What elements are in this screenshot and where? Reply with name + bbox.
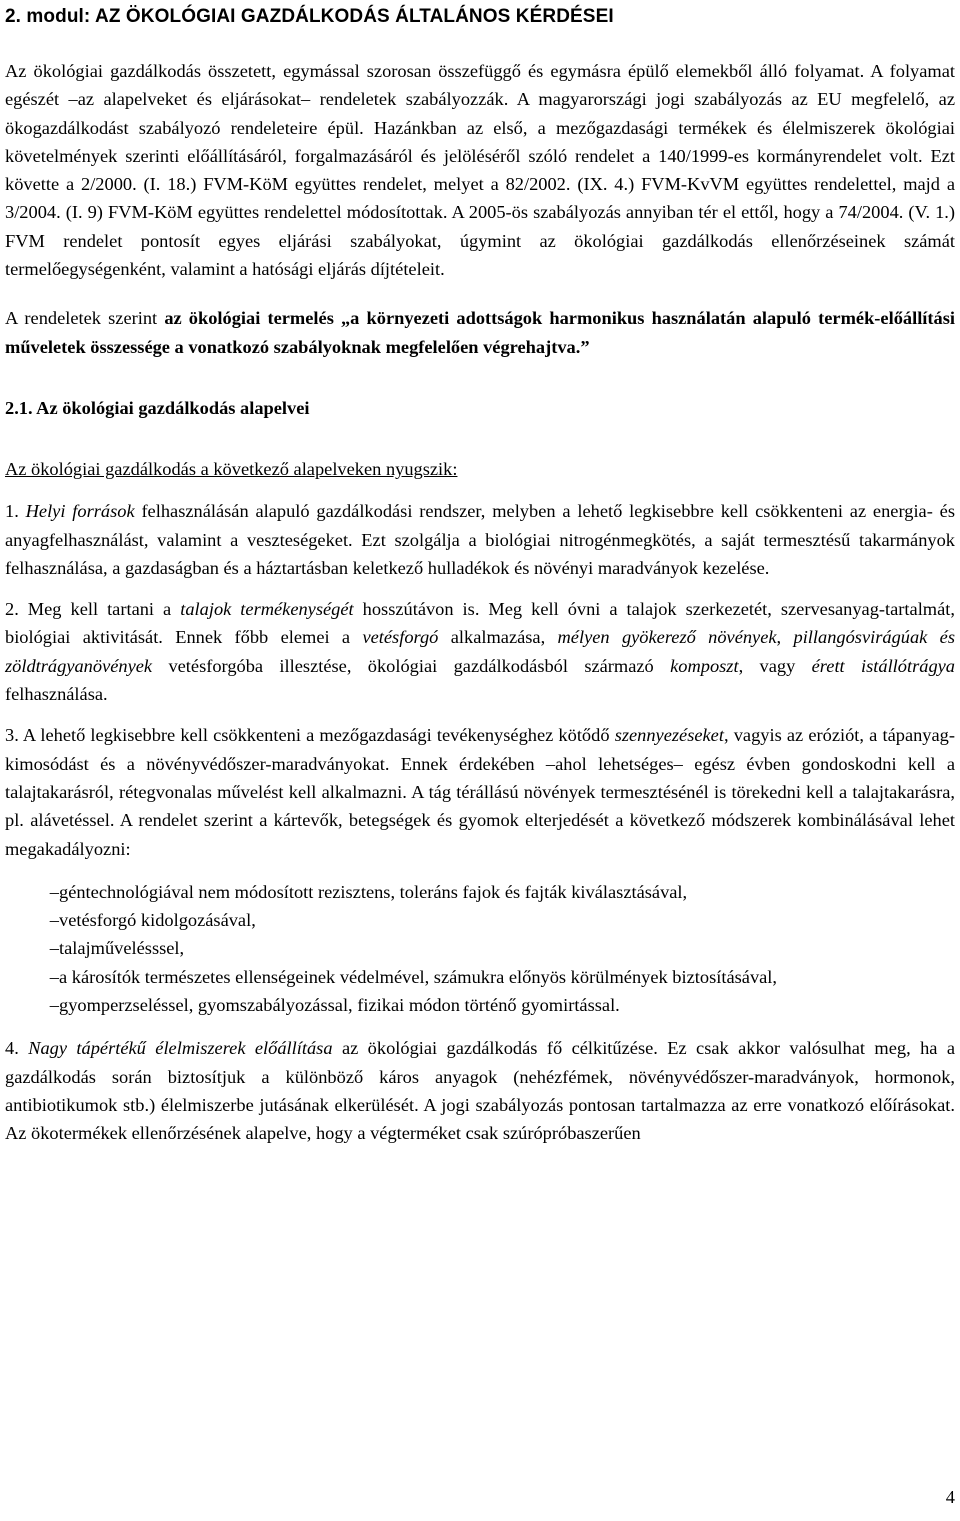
page-number: 4	[945, 1487, 955, 1507]
list-item	[5, 906, 955, 934]
document-page	[5, 0, 955, 1148]
principle-2	[5, 595, 955, 708]
principle-1	[5, 497, 955, 582]
list-item	[5, 934, 955, 962]
p2-text-5: vetésforgóba illesztése, ökológiai gazdálkodásból származó	[168, 655, 654, 676]
list-item-text: géntechnológiával nem módosított rezisztens, toleráns fajok és fajták kiválasztásával,	[59, 881, 688, 902]
dash-mark: –	[49, 881, 59, 902]
definition-paragraph	[5, 304, 955, 361]
p2-text-1: 2. Meg kell tartani a	[5, 599, 172, 620]
list-item	[5, 963, 955, 991]
principle-4-em: Nagy tápértékű élelmiszerek előállítása	[28, 1038, 333, 1059]
list-item-text: vetésforgó kidolgozásával,	[59, 910, 256, 931]
dash-mark: –	[49, 910, 59, 931]
dash-mark: –	[49, 995, 59, 1016]
dash-mark: –	[49, 938, 59, 959]
p2-em-5: komposzt	[670, 655, 739, 676]
p2-em-1: talajok termékenységét	[180, 599, 354, 620]
intro-paragraph: Az ökológiai gazdálkodás összetett, egymással szorosan összefüggő és egymásra épülő elemekből álló folyamat. A folyamat egészét –az alapelveket és eljárásokat– rendeletek szabályozzák. A magyarországi jogi szabályozás az EU megfelelő, az ökogazdálkodást szabályozó rendeleteire épül. Hazánkban az első, a mezőgazdasági termékek és élelmiszerek ökológiai követelmények szerinti előállításáról, forgalmazásáról és jelöléséről szóló rendelet a 140/1999-es kormányrendelet volt. Ezt követte a 2/2000. (I. 18.) FVM-KöM együttes rendelet, melyet a 82/2002. (IX. 4.) FVM-KvVM együttes rendelettel, majd a 3/2004. (I. 9) FVM-KöM együttes rendelettel módosítottak. A 2005-ös szabályozás annyiban tér el ettől, hogy a 74/2004. (V. 1.) FVM rendelet pontosít egyes eljárási szabályokat, úgymint az ökológiai gazdálkodás ellenőrzéseinek számát termelőegységenként, valamint a hatósági eljárás díjtételeit.	[5, 61, 955, 280]
p2-text-4: ,	[776, 627, 782, 648]
p3-text-2: , vagyis az eróziót, a tápanyag-kimosódást és a növényvédőszer-maradványokat. Ennek érdekében –ahol lehetséges– egész évben gondoskodni kell a talajtakarásról, rétegvonalas művelést kell alkalmazni. A tág térállású növények termesztésénél is törekedni kell a talajtakarásra, pl. alávetéssel. A rendelet szerint a kártevők, betegségek és gyomok elterjedését a következő módszerek kombinálásával lehet megakadályozni:	[5, 725, 955, 859]
p2-text-6: , vagy	[738, 655, 796, 676]
list-item-text: talajművelésssel,	[59, 938, 185, 959]
p2-em-3: mélyen gyökerező növények	[557, 627, 777, 648]
principles-lead: Az ökológiai gazdálkodás a következő alapelveken nyugszik:	[5, 458, 458, 479]
module-title: 2. modul: AZ ÖKOLÓGIAI GAZDÁLKODÁS ÁLTALÁNOS KÉRDÉSEI	[5, 6, 614, 27]
list-item-text: a károsítók természetes ellenségeinek védelmével, számukra előnyös körülmények biztosításával,	[59, 966, 778, 987]
p2-em-4: pillangósvirágúak és zöldtrágyanövények	[5, 627, 955, 676]
p2-text-3: alkalmazása,	[450, 627, 546, 648]
principle-3	[5, 721, 955, 862]
list-item	[5, 878, 955, 906]
p2-text-7: felhasználása.	[5, 684, 108, 705]
p3-em-1: szennyezéseket	[614, 725, 724, 746]
principle-1-text: felhasználásán alapuló gazdálkodási rendszer, melyben a lehető legkisebbre kell csökkenteni az energia- és anyagfelhasználást, valamint a veszteségeket. Ezt szolgálja a biológiai nitrogénmegkötés, a saját termesztésű takarmányok felhasználása, a gazdaságban és a háztartásban keletkező hulladékok és növényi maradványok kezelése.	[5, 501, 955, 578]
list-item-text: gyomperzseléssel, gyomszabályozással, fizikai módon történő gyomirtással.	[59, 995, 620, 1016]
dash-mark: –	[49, 966, 59, 987]
methods-list	[5, 878, 955, 1019]
section-title: 2.1. Az ökológiai gazdálkodás alapelvei	[5, 397, 310, 418]
p2-em-2: vetésforgó	[362, 627, 439, 648]
principle-1-number: 1.	[5, 501, 19, 522]
p2-em-6: érett istállótrágya	[811, 655, 956, 676]
p2-text-2: hosszútávon is. Meg kell óvni a talajok szerkezetét, szervesanyag-tartalmát, biológiai aktivitását. Ennek főbb elemei a	[5, 599, 955, 648]
definition-prefix: A rendeletek szerint	[5, 308, 158, 329]
p3-text-1: 3. A lehető legkisebbre kell csökkenteni a mezőgazdasági tevékenységhez kötődő	[5, 725, 610, 746]
principle-4	[5, 1034, 955, 1147]
principle-1-em: Helyi források	[25, 501, 135, 522]
principle-4-text: az ökológiai gazdálkodás fő célkitűzése. Ez csak akkor valósulhat meg, ha a gazdálkodás során biztosítjuk a különböző káros anyagok (nehézfémek, növényvédőszer-maradványok, hormonok, antibiotikumok stb.) élelmiszerbe jutásának elkerülését. A jogi szabályozás pontosan tartalmazza az erre vonatkozó előírásokat. Az ökotermékek ellenőrzésének alapelve, hogy a végterméket csak szúrópróbaszerűen	[5, 1038, 955, 1144]
list-item	[5, 991, 955, 1019]
definition-bold: az ökológiai termelés „a környezeti adottságok harmonikus használatán alapuló termék-előállítási műveletek összessége a vonatkozó szabályoknak megfelelően végrehajtva.”	[5, 308, 955, 357]
principle-4-number: 4.	[5, 1038, 19, 1059]
